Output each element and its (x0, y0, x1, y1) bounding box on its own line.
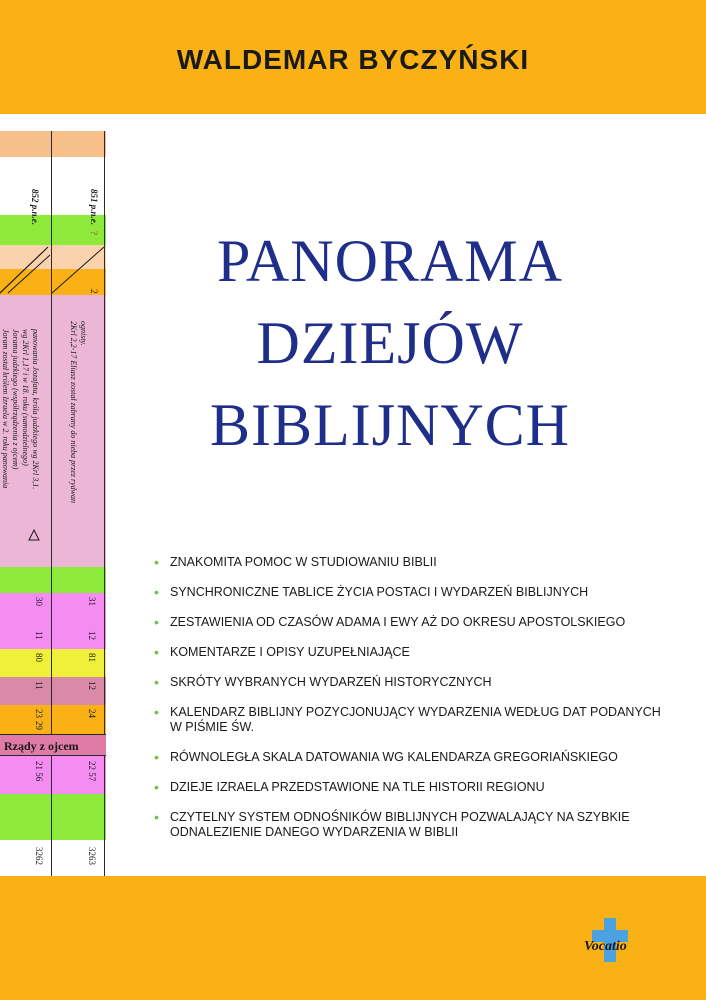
cell-value: 29 (34, 721, 44, 730)
bullet-icon: • (154, 779, 159, 795)
feature-item: • SYNCHRONICZNE TABLICE ŻYCIA POSTACI I WYDARZEŃ BIBLIJNYCH (154, 584, 589, 600)
strip-diagonals (0, 245, 106, 295)
note-line: wg 2Krl 1,17 i w 18. roku (samodzielnego) (21, 329, 30, 466)
cell-value: 81 (87, 653, 97, 662)
feature-item: • SKRÓTY WYBRANYCH WYDARZEŃ HISTORYCZNYCH (154, 674, 492, 690)
feature-item: • ZESTAWIENIA OD CZASÓW ADAMA I EWY AŻ DO OKRESU APOSTOLSKIEGO (154, 614, 626, 630)
year-label-b: 851 p.n.e. (89, 189, 99, 225)
bullet-icon: • (154, 704, 159, 720)
year-label-a: 852 p.n.e. (30, 189, 40, 225)
rzady-label: Rządy z ojcem (0, 734, 106, 756)
cell-value: 21 56 (34, 761, 44, 782)
feature-item: • CZYTELNY SYSTEM ODNOŚNIKÓW BIBLIJNYCH POZWALAJĄCY NA SZYBKIE ODNALEZIENIE DANEGO WYDARZENIA W BIBLII (154, 809, 630, 839)
publisher-logo (582, 918, 642, 962)
note-line: ognisty. (79, 321, 88, 346)
strip-row-green4 (0, 820, 106, 841)
bullet-icon: • (154, 554, 159, 570)
strip-col-line (51, 131, 52, 876)
bullet-icon: • (154, 584, 159, 600)
cell-value: 31 (87, 597, 97, 606)
feature-item: • DZIEJE IZRAELA PRZEDSTAWIONE NA TLE HISTORII REGIONU (154, 779, 545, 795)
cell-value: 22 57 (87, 761, 97, 782)
bullet-icon: • (154, 644, 159, 660)
cell-value: 3263 (87, 847, 97, 865)
warning-icon (28, 529, 40, 541)
bullet-icon: • (154, 809, 159, 825)
strip-row-peach (0, 131, 106, 158)
bullet-icon: • (154, 674, 159, 690)
cell-value: 11 (34, 631, 44, 640)
note-line: panowania Jozafata, króla judzkiego wg 2Krl 3,1. (31, 329, 40, 490)
bullet-icon: • (154, 614, 159, 630)
strip-row-green3 (0, 794, 106, 821)
title-line: DZIEJÓW (256, 310, 524, 376)
cell-value: 80 (34, 653, 44, 662)
num-2: 2 (89, 289, 99, 294)
question-mark: ? (89, 231, 99, 235)
cell-value: 11 (34, 681, 44, 690)
author-name: WALDEMAR BYCZYŃSKI (176, 44, 530, 75)
chart-strip (0, 131, 106, 876)
feature-item: • KOMENTARZE I OPISY UZUPEŁNIAJĄCE (154, 644, 410, 660)
note-line: Joram został królem Izraela w 2. roku panowania (1, 329, 10, 489)
strip-row-green2 (0, 567, 106, 594)
bullet-icon: • (154, 749, 159, 765)
cell-value: 30 (34, 597, 44, 606)
cell-value: 3262 (34, 847, 44, 865)
strip-col-line (104, 131, 105, 876)
cell-value: 24 (87, 709, 97, 718)
feature-item: • RÓWNOLEGŁA SKALA DATOWANIA WG KALENDARZA GREGORIAŃSKIEGO (154, 749, 618, 765)
cell-value: 12 (87, 631, 97, 640)
cell-value: 12 (87, 681, 97, 690)
feature-item: • ZNAKOMITA POMOC W STUDIOWANIU BIBLII (154, 554, 437, 570)
title-line: BIBLIJNYCH (209, 392, 570, 458)
title-line: PANORAMA (217, 228, 563, 294)
publisher-name: Vocatio (584, 939, 627, 954)
note-line: Jorama judzkiego (współrządzenia z ojcem) (11, 329, 20, 470)
feature-item: • KALENDARZ BIBLIJNY POZYCJONUJĄCY WYDARZENIA WEDŁUG DAT PODANYCH W PIŚMIE ŚW. (154, 704, 661, 734)
book-title (130, 220, 650, 466)
feature-list (154, 555, 674, 855)
cell-value: 23 (34, 709, 44, 718)
note-line: 2Krl 2,2-17 Eliasz został zabrany do nieba przez rydwan (69, 321, 78, 504)
